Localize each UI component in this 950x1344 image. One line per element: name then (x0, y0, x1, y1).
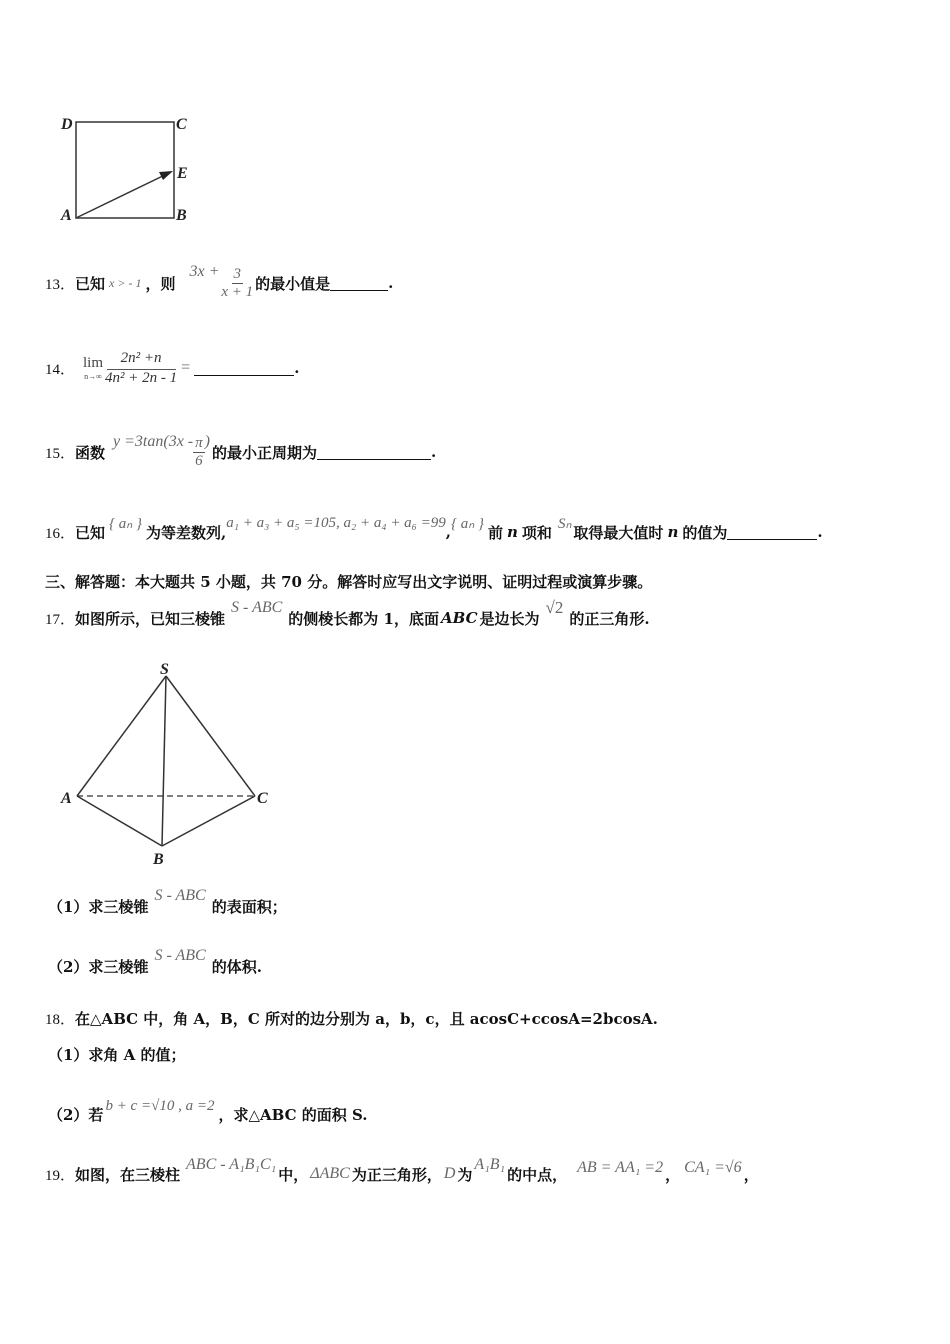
edge-sb (162, 676, 166, 846)
q17-2-sabc: S - ABC (154, 947, 206, 964)
q15-prefix: 函数 (75, 443, 106, 462)
question-13: 13． 已知 x > - 1 ，则 3x + $\frac{3}{x + 1}$ 的最小值是 . (45, 263, 394, 300)
question-18-part-1: （1）求角 A 的值； (48, 1046, 186, 1064)
q18-2-expr: b + c =√10 , a =2 (105, 1097, 215, 1114)
label-a: A (61, 790, 72, 807)
q19-triangle: ΔABC (310, 1165, 350, 1182)
label-c: C (176, 116, 187, 133)
q17-2-suffix: 的体积. (211, 957, 262, 976)
edge-ab (77, 796, 162, 846)
square-outline (76, 122, 174, 218)
q17-1-suffix: 的表面积； (211, 897, 287, 916)
q19-end: ， (743, 1165, 759, 1184)
q16-sn: Sₙ (557, 515, 572, 532)
q18-2-suffix: ，求△ABC 的面积 S. (218, 1105, 368, 1124)
q15-expr: y =3tan(3x - (113, 433, 194, 450)
q15-suffix: 的最小正周期为 (211, 443, 317, 462)
pyramid-figure (55, 658, 285, 870)
q15-fraction (193, 435, 205, 470)
q13-fraction (221, 266, 253, 301)
label-b: B (153, 851, 164, 868)
q16-n2: n (667, 523, 679, 541)
q16-answer-blank[interactable] (727, 525, 817, 540)
q13-condition: x > - 1 (109, 275, 142, 290)
q19-eq1: AB = AA₁ =2 (577, 1159, 664, 1176)
q17-2-label: （2）求三棱锥 (48, 957, 149, 976)
section-heading: 三、解答题：本大题共 5 小题，共 70 分。解答时应写出文字说明、证明过程或演算步骤。 (45, 573, 653, 591)
q13-frac-top: 3 (233, 265, 242, 282)
question-14: 14． lim n→∞ $\frac{\text{2n² +n}}{\text{4n² + 2n - 1}}$ = . (45, 349, 300, 386)
q13-then: ，则 (145, 274, 176, 293)
q19-text4: 为 (457, 1165, 473, 1184)
label-s: S (160, 661, 169, 678)
q19-text1: 如图，在三棱柱 (75, 1165, 181, 1184)
q16-prefix: 已知 (75, 523, 106, 542)
q16-mid4: 取得最大值时 (573, 523, 664, 542)
q17-sqrt: √2 (545, 598, 564, 617)
square-figure (55, 110, 205, 230)
q16-equations: a₁ + a₃ + a₅ =105, a₂ + a₄ + a₆ =99 (226, 514, 446, 531)
q14-fraction (105, 350, 177, 387)
q13-expr: 3x + (189, 263, 220, 280)
question-18 (45, 1008, 658, 1029)
q15-frac-top: π (195, 434, 203, 451)
q15-frac-bot: 6 (195, 452, 203, 469)
q14-frac-top: 2n² +n (107, 350, 176, 370)
q14-lim (83, 355, 103, 381)
q17-text2: 的侧棱长都为 1，底面 (288, 609, 439, 628)
q13-suffix: 的最小值是 (255, 274, 331, 293)
question-17-part-1 (48, 886, 287, 926)
label-e: E (177, 165, 188, 182)
q16-mid1: 为等差数列, (146, 523, 227, 542)
q17-text1: 如图所示，已知三棱锥 (75, 609, 226, 628)
q17-sabc: S - ABC (231, 599, 283, 616)
q13-prefix: 已知 (75, 274, 106, 293)
q18-text: 在△ABC 中，角 A，B，C 所对的边分别为 a，b，c，且 acosC+ccosA=2bcosA. (75, 1010, 658, 1028)
q19-sep: ， (665, 1165, 681, 1184)
q15-number: 15． (45, 445, 76, 462)
q16-seq2: { aₙ } (451, 515, 484, 532)
q16-mid2: 前 (488, 523, 504, 542)
q18-number: 18． (45, 1012, 76, 1028)
q19-text5: 的中点， (507, 1165, 568, 1184)
q13-frac-bot: x + 1 (221, 283, 254, 300)
q17-number: 17． (45, 611, 76, 628)
q17-1-sabc: S - ABC (154, 887, 206, 904)
q15-answer-blank[interactable] (317, 445, 431, 460)
q14-answer-blank[interactable] (194, 361, 294, 376)
q13-number: 13． (45, 276, 76, 293)
q17-text3: 是边长为 (479, 609, 540, 628)
label-c: C (257, 790, 268, 807)
q16-mid5: 的值为 (682, 523, 728, 542)
edge-sa (77, 676, 166, 796)
edge-sc (166, 676, 255, 796)
q18-2-label: （2）若 (48, 1105, 104, 1124)
q16-number: 16． (45, 525, 76, 542)
question-19 (45, 1154, 759, 1194)
q16-n1: n (507, 523, 518, 541)
question-17 (45, 598, 650, 638)
vector-arrowhead (159, 171, 173, 180)
label-d: D (61, 116, 73, 133)
q19-text3: 为正三角形， (351, 1165, 442, 1184)
q17-text4: 的正三角形. (569, 609, 650, 628)
q14-frac-bot: 4n² + 2n - 1 (105, 369, 178, 386)
question-18-part-2 (48, 1094, 368, 1134)
q19-eq2: CA₁ =√6 (684, 1159, 742, 1176)
q14-equals: = (181, 359, 191, 376)
q17-1-label: （1）求三棱锥 (48, 897, 149, 916)
q13-answer-blank[interactable] (330, 276, 388, 291)
q16-seq: { aₙ } (109, 515, 143, 532)
q16-comma: , (445, 523, 452, 541)
q15-close: ) (204, 433, 210, 450)
edge-cb (162, 796, 255, 846)
q19-prism: ABC - A₁B₁C₁ (186, 1156, 277, 1173)
vector-ae (76, 172, 171, 218)
q19-d: D (443, 1165, 456, 1182)
q16-mid3: 项和 (521, 523, 552, 542)
q19-number: 19． (45, 1167, 76, 1184)
q19-text2: 中， (278, 1165, 309, 1184)
q19-a1b1: A₁B₁ (474, 1156, 506, 1173)
question-16: 16． 已知 { aₙ } 为等差数列, a₁ + a₃ + a₅ =105, a₂ + a₄ + a₆ =99 , { aₙ } 前 n 项和 Sₙ 取得最大值时 n 的值为 . (45, 514, 823, 542)
q14-lim-word: lim (83, 355, 104, 371)
label-a: A (61, 207, 72, 224)
question-15: 15． 函数 y =3tan(3x - $\frac{\pi}{6}$ ) 的最小正周期为 . (45, 433, 437, 469)
question-17-part-2 (48, 946, 262, 986)
q17-abc: ABC (440, 609, 478, 627)
label-b: B (176, 207, 187, 224)
q14-lim-sub: n→∞ (84, 372, 102, 381)
q14-number: 14． (45, 361, 76, 378)
